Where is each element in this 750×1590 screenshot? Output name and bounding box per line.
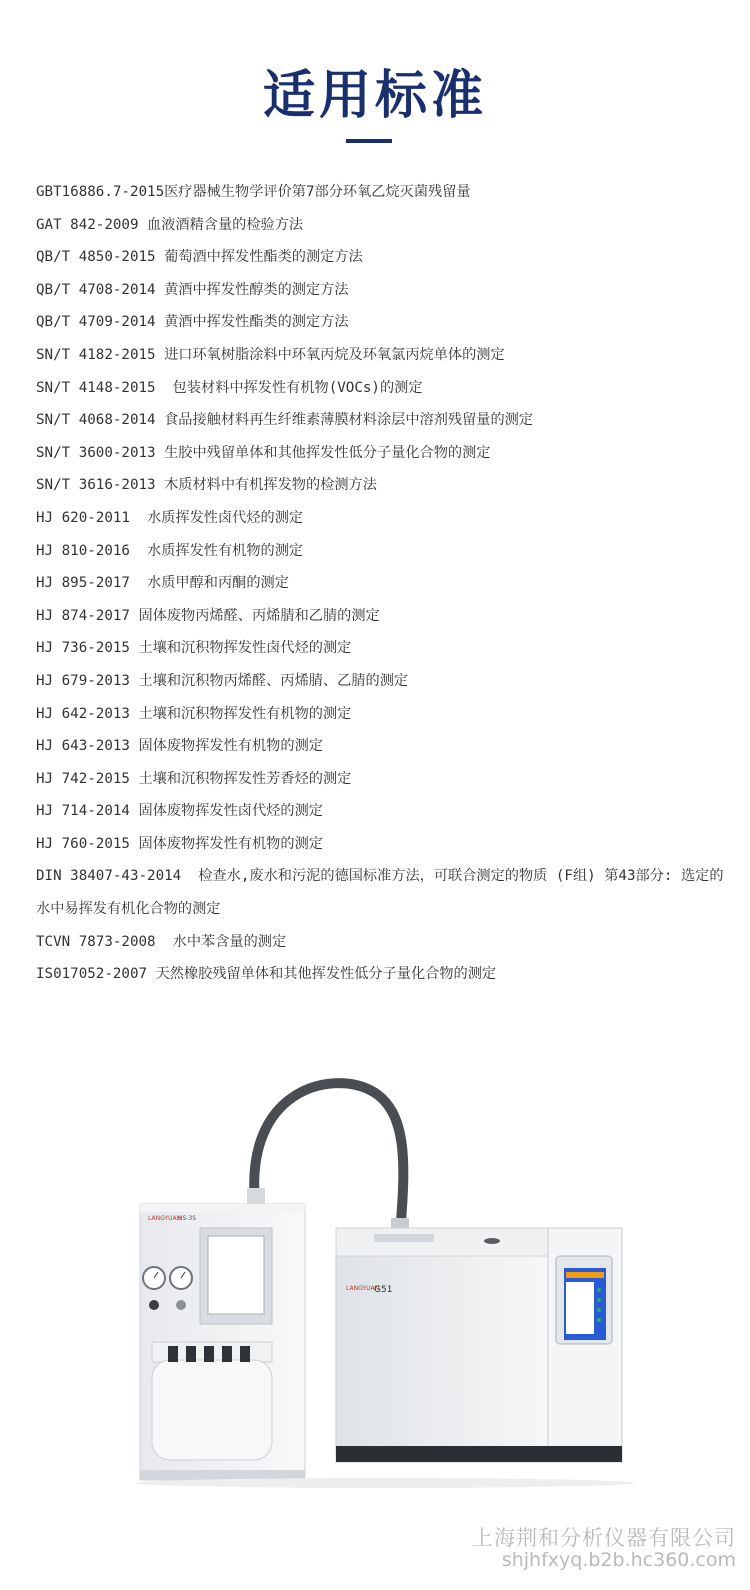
title-underline (346, 139, 392, 143)
standard-item: HJ 736-2015 土壤和沉积物挥发性卤代烃的测定 (36, 640, 352, 657)
standard-item: SN/T 4148-2015 包装材料中挥发性有机物(VOCs)的测定 (36, 379, 423, 396)
standard-item: QB/T 4850-2015 葡萄酒中挥发性酯类的测定方法 (36, 249, 363, 266)
standard-item: IS017052-2007 天然橡胶残留单体和其他挥发性低分子量化合物的测定 (36, 966, 497, 983)
footer-company: 上海荆和分析仪器有限公司 (472, 1526, 736, 1550)
standard-item: HJ 620-2011 水质挥发性卤代烃的测定 (36, 509, 304, 526)
standard-item: QB/T 4709-2014 黄酒中挥发性酯类的测定方法 (36, 314, 349, 331)
sampler-brand-label: LANGYUAN (148, 1215, 182, 1222)
hose-fitting-left (247, 1188, 265, 1206)
standard-item: HJ 760-2015 固体废物挥发性有机物的测定 (36, 835, 323, 852)
standard-item: HJ 810-2016 水质挥发性有机物的测定 (36, 542, 304, 559)
standard-item: SN/T 4182-2015 进口环氧树脂涂料中环氧丙烷及环氧氯丙烷单体的测定 (36, 346, 505, 363)
valve-knob-1 (149, 1300, 159, 1310)
headspace-sampler-unit (140, 1204, 305, 1480)
page-title: 适用标准 (262, 66, 487, 126)
standard-item: SN/T 3600-2013 生胶中残留单体和其他挥发性低分子量化合物的测定 (36, 444, 491, 461)
sampler-screen (208, 1236, 264, 1314)
standard-item: QB/T 4708-2014 黄酒中挥发性醇类的测定方法 (36, 281, 349, 298)
gas-chromatograph-unit (336, 1228, 622, 1462)
vial-tray (152, 1360, 272, 1460)
valve-knob-2 (176, 1300, 186, 1310)
standard-item: HJ 643-2013 固体废物挥发性有机物的测定 (36, 738, 323, 755)
standard-item: HJ 874-2017 固体废物丙烯醛、丙烯腈和乙腈的测定 (36, 607, 380, 624)
standard-item: SN/T 3616-2013 木质材料中有机挥发物的检测方法 (36, 477, 377, 494)
standard-item: HJ 742-2015 土壤和沉积物挥发性芳香烃的测定 (36, 770, 352, 787)
standards-list (36, 176, 726, 991)
standard-item: HJ 895-2017 水质甲醇和丙酮的测定 (36, 575, 289, 592)
gc-brand-label: LANGYUAN (346, 1285, 380, 1292)
standard-item: SN/T 4068-2014 食品接触材料再生纤维素薄膜材料涂层中溶剂残留量的测定 (36, 412, 534, 429)
standard-item: GBT16886.7-2015医疗器械生物学评价第7部分环氧乙烷灭菌残留量 (36, 184, 471, 200)
standard-item: GAT 842-2009 血液酒精含量的检验方法 (36, 216, 304, 233)
standard-item: DIN 38407-43-2014 检查水,废水和污泥的德国标准方法，可联合测定的物质 (F组) 第43部分: 选定的水中易挥发有机化合物的测定 (36, 868, 724, 918)
standard-item: HJ 679-2013 土壤和沉积物丙烯醛、丙烯腈、乙腈的测定 (36, 672, 409, 689)
standard-item: TCVN 7873-2008 水中苯含量的测定 (36, 933, 287, 950)
gc-model-label: G51 (374, 1285, 393, 1295)
standard-item: HJ 714-2014 固体废物挥发性卤代烃的测定 (36, 803, 323, 820)
footer-url: shjhfxyq.b2b.hc360.com (501, 1549, 736, 1571)
instrument-photo (0, 1070, 750, 1490)
sampler-model-label: HS-3S (178, 1215, 197, 1222)
standard-item: HJ 642-2013 土壤和沉积物挥发性有机物的测定 (36, 705, 352, 722)
